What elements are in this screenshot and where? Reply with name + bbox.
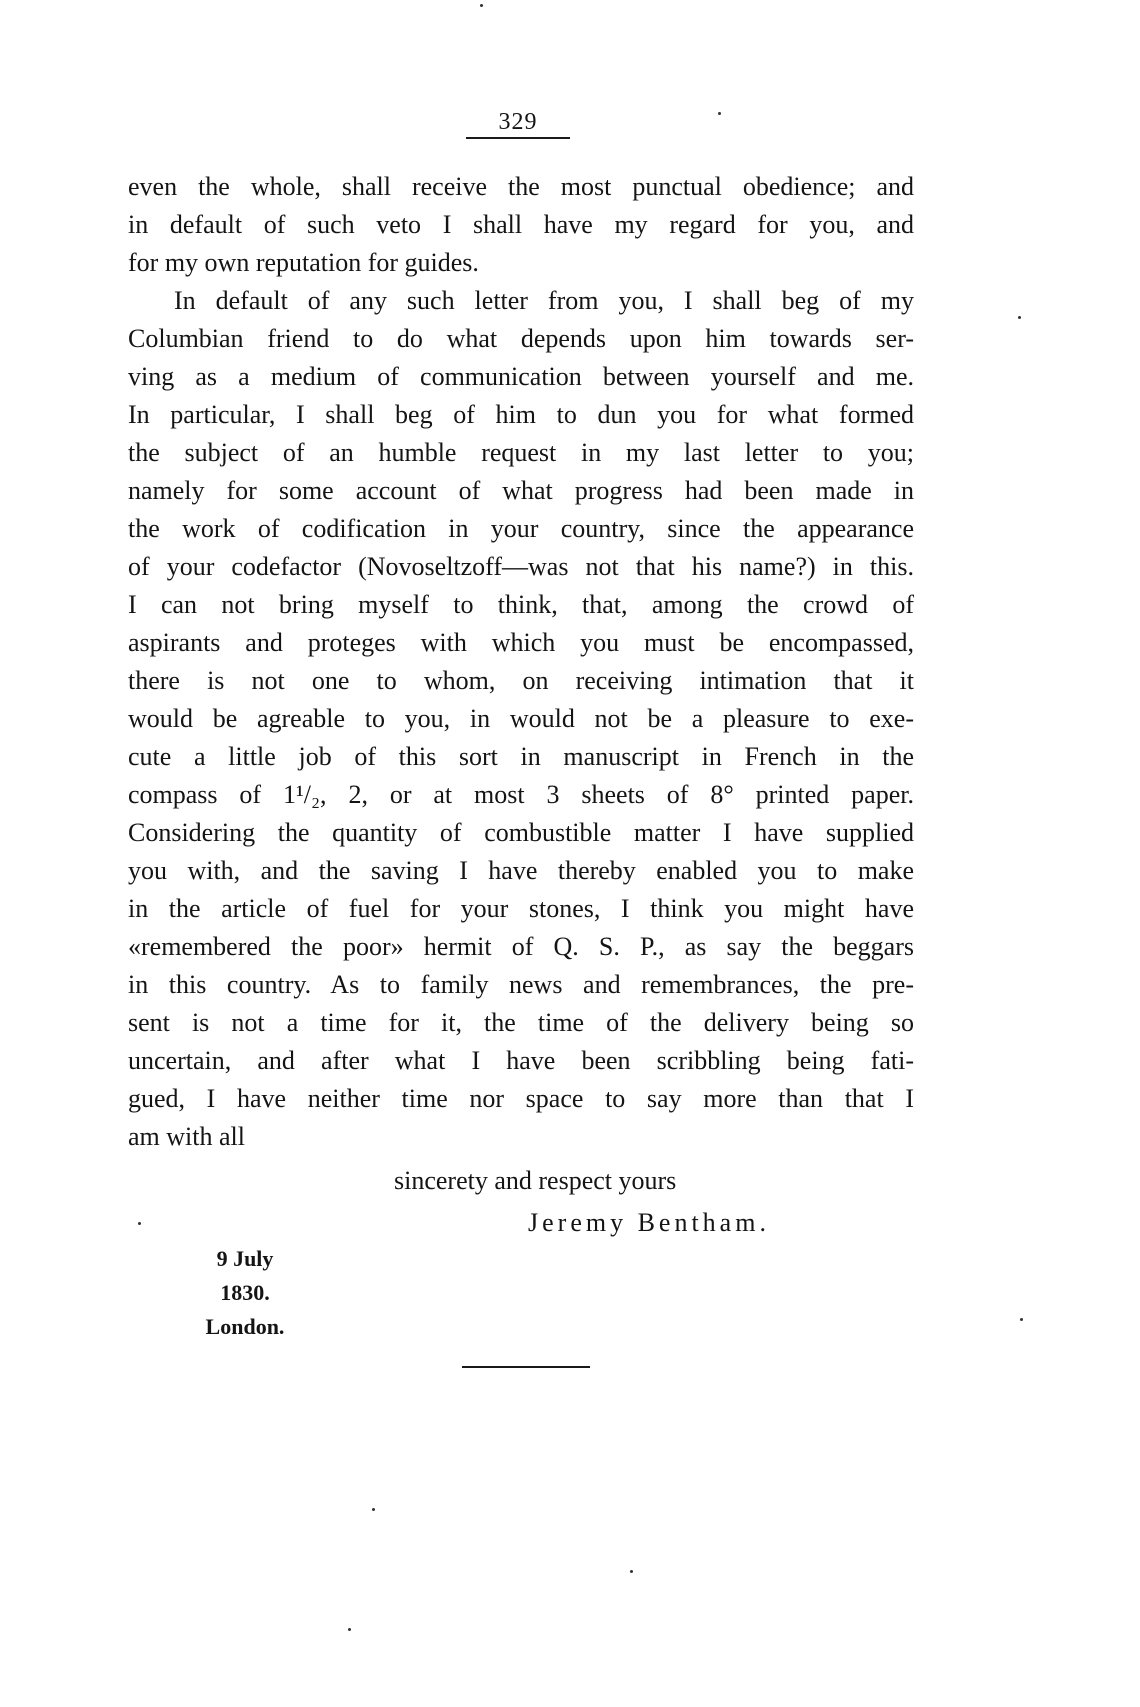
page-number-rule xyxy=(466,137,570,139)
text-line: «remembered the poor» hermit of Q. S. P., as say the beggars xyxy=(128,932,914,961)
dateline-place: London. xyxy=(205,1314,285,1339)
text-line: compass of 1¹/₂, 2, or at most 3 sheets of 8° printed paper. xyxy=(128,780,914,809)
text-line: ving as a medium of communication between yourself and me. xyxy=(128,362,914,391)
text-line: Considering the quantity of combustible matter I have supplied xyxy=(128,818,914,847)
scan-speck xyxy=(630,1570,633,1573)
text-line: even the whole, shall receive the most punctual obedience; and xyxy=(128,172,914,201)
end-rule xyxy=(462,1366,590,1368)
text-line: Columbian friend to do what depends upon him towards ser- xyxy=(128,324,914,353)
text-line: the subject of an humble request in my last letter to you; xyxy=(128,438,914,467)
text-line: gued, I have neither time nor space to say more than that I xyxy=(128,1084,914,1113)
text-line: cute a little job of this sort in manuscript in French in the xyxy=(128,742,914,771)
dateline-date: 9 July xyxy=(216,1246,274,1271)
text-line: in default of such veto I shall have my regard for you, and xyxy=(128,210,914,239)
dateline xyxy=(190,1242,300,1344)
text-line: In default of any such letter from you, I shall beg of my xyxy=(174,286,914,315)
text-line: you with, and the saving I have thereby enabled you to make xyxy=(128,856,914,885)
scan-speck xyxy=(138,1222,141,1225)
scan-speck xyxy=(1018,316,1021,319)
text-line: aspirants and proteges with which you must be encompassed, xyxy=(128,628,914,657)
dateline-year: 1830. xyxy=(220,1280,270,1305)
text-line: uncertain, and after what I have been scribbling being fati- xyxy=(128,1046,914,1075)
text-line: for my own reputation for guides. xyxy=(128,248,479,277)
text-line: in this country. As to family news and remembrances, the pre- xyxy=(128,970,914,999)
text-line: in the article of fuel for your stones, I think you might have xyxy=(128,894,914,923)
page-number: 329 xyxy=(498,109,538,135)
closing-phrase: sincerety and respect yours xyxy=(394,1166,677,1195)
text-line: the work of codification in your country, since the appearance xyxy=(128,514,914,543)
text-line: would be agreable to you, in would not be a pleasure to exe- xyxy=(128,704,914,733)
scan-speck xyxy=(480,4,483,7)
text-line: there is not one to whom, on receiving intimation that it xyxy=(128,666,914,695)
scan-speck xyxy=(1020,1318,1023,1321)
text-line: am with all xyxy=(128,1122,245,1151)
scan-speck xyxy=(348,1628,351,1631)
text-line: sent is not a time for it, the time of the delivery being so xyxy=(128,1008,914,1037)
text-line: I can not bring myself to think, that, among the crowd of xyxy=(128,590,914,619)
signature: Jeremy Bentham. xyxy=(528,1208,770,1237)
letter-body xyxy=(128,168,914,1156)
text-line: In particular, I shall beg of him to dun you for what formed xyxy=(128,400,914,429)
scan-speck xyxy=(372,1508,375,1511)
scan-speck xyxy=(718,112,721,115)
text-line: namely for some account of what progress had been made in xyxy=(128,476,914,505)
text-line: of your codefactor (Novoseltzoff—was not that his name?) in this. xyxy=(128,552,914,581)
